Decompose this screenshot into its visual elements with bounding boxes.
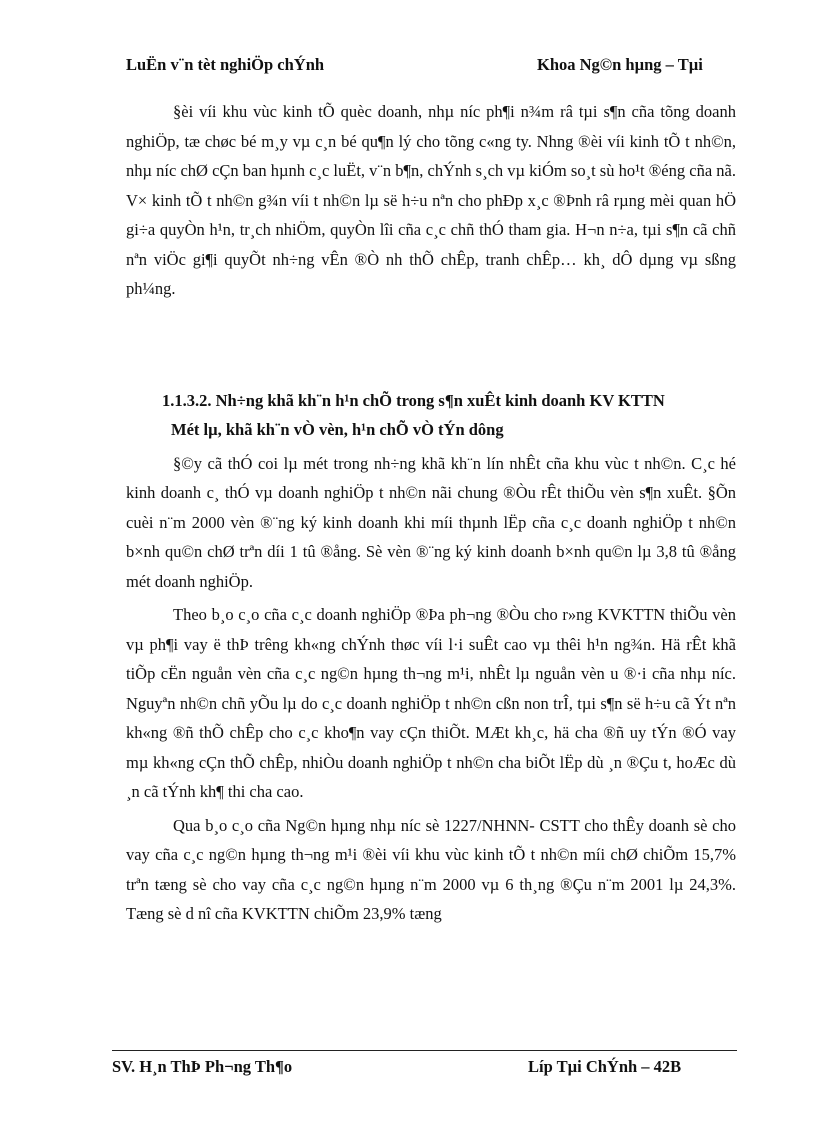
section-spacer — [126, 304, 736, 386]
subsection-heading: Mét lµ, khã kh¨n vÒ vèn, h¹n chÕ vÒ tÝn dông — [171, 420, 504, 439]
paragraph-4: Qua b¸o c¸o cña Ng©n hµng nhµ níc sè 1227/NHNN- CSTT cho thÊy doanh sè cho vay cña c¸c ng©n hµng th¬ng m¹i ®èi víi khu vùc kinh tÕ t nh©n míi chØ chiÕm 15,7% trªn tæng sè cho vay cña c¸c ng©n hµng n¨m 2000 vµ 6 th¸ng ®Çu n¨m 2001 lµ 24,3%. Tæng sè d nî cña KVKTTN chiÕm 23,9% tæng — [126, 815, 736, 923]
paragraph-3: Theo b¸o c¸o cña c¸c doanh nghiÖp ®Þa ph¬ng ®Òu cho r»ng KVKTTN thiÕu vèn vµ ph¶i vay ë thÞ trêng kh«ng chÝnh thøc víi l·i suÊt cao vµ thêi h¹n ng¾n. Hä rÊt khã tiÕp cËn nguån vèn cña c¸c ng©n hµng th¬ng m¹i, nhÊt lµ nguån vèn u ®·i cña nhµ níc. Nguyªn nh©n chñ yÕu lµ do c¸c doanh nghiÖp t nh©n cßn non trÎ, tµi s¶n së h÷u cã Ýt nªn kh«ng ®ñ thÕ chÊp cho c¸c kho¶n vay cÇn thiÕt. MÆt kh¸c, hä cha ®ñ uy tÝn ®Ó vay mµ kh«ng cÇn thÕ chÊp, nhiÒu doanh nghiÖp t nh©n cha biÕt lËp dù ¸n ®Çu t, hoÆc dù ¸n cã tÝnh kh¶ thi cha cao. — [126, 605, 736, 801]
footer-divider — [112, 1050, 737, 1051]
faculty-title: Khoa Ng©n hµng – Tµi — [537, 55, 703, 74]
document-body — [126, 97, 736, 929]
paragraph-1: §èi víi khu vùc kinh tÕ quèc doanh, nhµ níc ph¶i n¾m râ tµi s¶n cña tõng doanh nghiÖp, tæ chøc bé m¸y vµ c¸n bé qu¶n lý cho tõng c«ng ty. Nhng ®èi víi kinh tÕ t nh©n, nhµ níc chØ cÇn ban hµnh c¸c luËt, v¨n b¶n, chÝnh s¸ch vµ kiÓm so¸t sù ho¹t ®éng cña nã. V× kinh tÕ t nh©n g¾n víi t nh©n lµ së h÷u nªn cho phÐp x¸c ®Þnh râ rµng mèi quan hÖ gi÷a quyÒn h¹n, tr¸ch nhiÖm, quyÒn lîi cña c¸c chñ thÓ tham gia. H¬n n÷a, tµi s¶n cã chñ nªn viÖc gi¶i quyÕt nh÷ng vÊn ®Ò nh thÕ chÊp, tranh chÊp… kh¸ dÔ dµng vµ sßng ph¼ng. — [126, 102, 736, 298]
student-name: SV. H¸n ThÞ Ph¬ng Th¶o — [112, 1057, 293, 1076]
class-name: Líp Tµi ChÝnh – 42B — [528, 1057, 682, 1076]
section-heading: 1.1.3.2. Nh÷ng khã kh¨n h¹n chÕ trong s¶n xuÊt kinh doanh KV KTTN — [162, 390, 665, 410]
thesis-title: LuËn v¨n tèt nghiÖp chÝnh — [126, 55, 325, 74]
paragraph-2: §©y cã thÓ coi lµ mét trong nh÷ng khã kh¨n lín nhÊt cña khu vùc t nh©n. C¸c hé kinh doanh c¸ thÓ vµ doanh nghiÖp t nh©n nãi chung ®Òu rÊt thiÕu vèn s¶n xuÊt. §Õn cuèi n¨m 2000 vèn ®¨ng ký kinh doanh khi míi thµnh lËp cña c¸c doanh nghiÖp t nh©n b×nh qu©n chØ trªn díi 1 tû ®ång. Sè vèn ®¨ng ký kinh doanh b×nh qu©n lµ 3,8 tû ®ång mét doanh nghiÖp. — [126, 453, 736, 591]
